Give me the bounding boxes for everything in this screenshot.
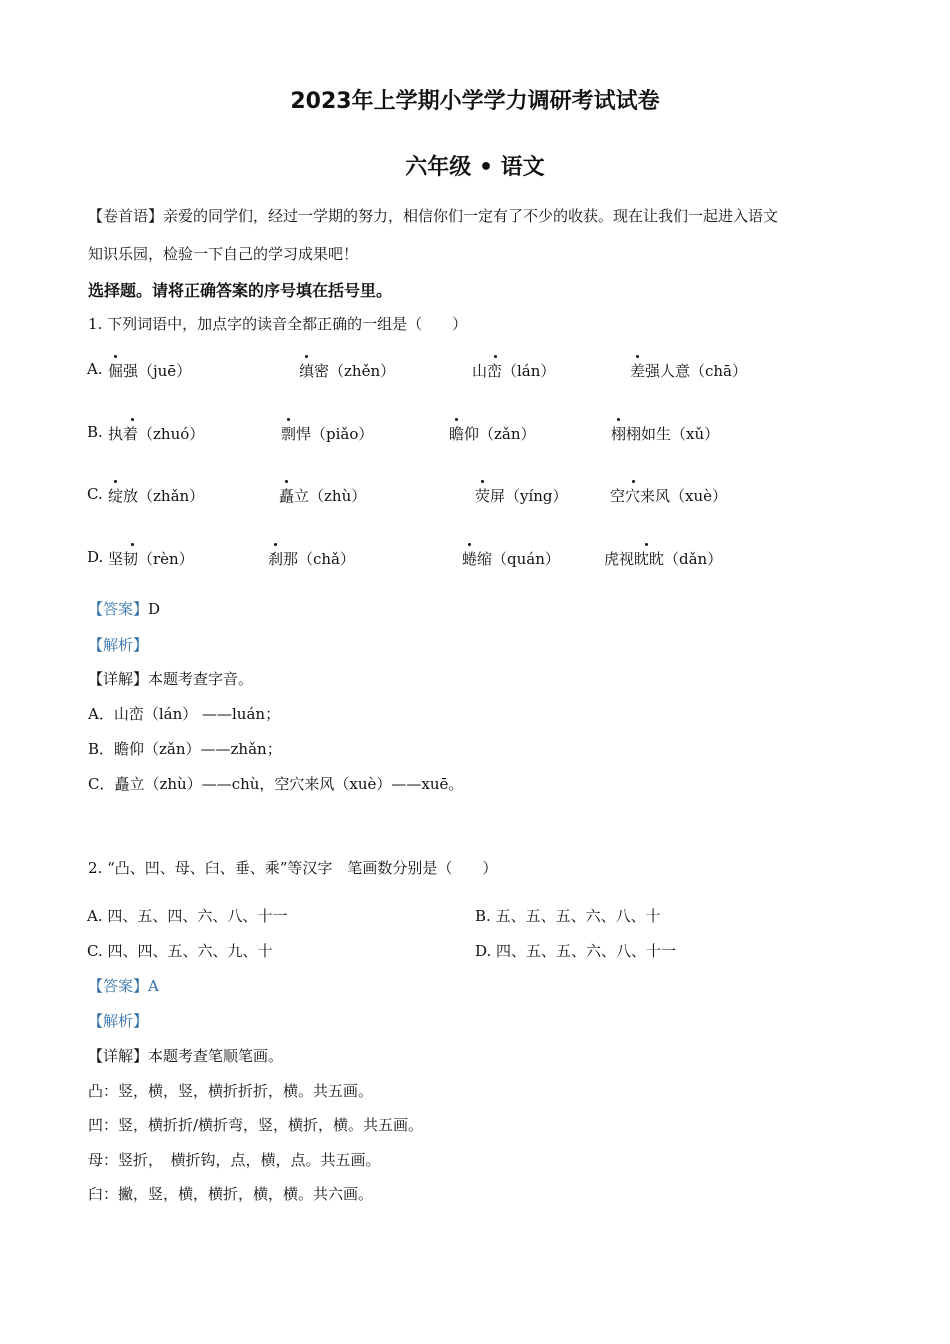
- q1-option-d-letter: D.: [87, 548, 104, 566]
- detail-text: 本题考查字音。: [148, 670, 254, 688]
- q1-detail-line-a: A．山峦（lán） ——luán；: [88, 705, 281, 723]
- q2-option-letter: C.: [87, 942, 103, 960]
- intro-text-1: 亲爱的同学们，经过一学期的努力，相信你们一定有了不少的收获。现在让我们一起进入语文: [163, 207, 779, 225]
- q1-option-b-item-4: 栩栩如生（xǔ）: [611, 425, 720, 443]
- emphasis-dot: [645, 543, 648, 546]
- q1-option-a-item-4: 差强人意（chā）: [630, 362, 748, 380]
- detail-tag: 【详解】: [88, 1047, 149, 1065]
- q1-option-c-item-3: 荧屏（yíng）: [475, 487, 568, 505]
- q1-option-a-item-3: 山峦（lán）: [472, 362, 556, 380]
- q2-option-text: 四、五、五、六、八、十一: [496, 942, 677, 960]
- answer-tag: 【答案】: [88, 600, 149, 618]
- q2-detail-line-2: 凹：竖，横折折/横折弯，竖，横折，横。共五画。: [88, 1116, 424, 1134]
- q1-option-b-item-1: 执着（zhuó）: [108, 425, 205, 443]
- q2-option-letter: A.: [87, 907, 103, 925]
- answer-value: D: [148, 600, 161, 618]
- emphasis-dot: [131, 543, 134, 546]
- q2-detail-line-4: 臼：撇，竖，横，横折，横，横。共六画。: [88, 1185, 374, 1203]
- q1-detail-line-b: B．瞻仰（zǎn）——zhǎn；: [88, 740, 282, 758]
- intro-line-2: 知识乐园，检验一下自己的学习成果吧！: [88, 245, 359, 263]
- emphasis-dot: [114, 355, 117, 358]
- q1-option-b-item-3: 瞻仰（zǎn）: [449, 425, 536, 443]
- q1-option-a-letter: A.: [87, 360, 103, 378]
- q2-option-d: [475, 940, 676, 961]
- emphasis-dot: [636, 355, 639, 358]
- q1-answer: [88, 598, 160, 619]
- intro-line-1: [88, 205, 778, 226]
- q1-option-d-item-4: 虎视眈眈（dǎn）: [604, 550, 723, 568]
- section-heading: 选择题。请将正确答案的序号填在括号里。: [88, 281, 393, 300]
- q2-option-text: 五、五、五、六、八、十: [495, 907, 661, 925]
- q1-option-a-item-1: 倔强（juē）: [108, 362, 192, 380]
- q2-detail-line-1: 凸：竖，横，竖，横折折折，横。共五画。: [88, 1082, 374, 1100]
- q2-detail: [88, 1045, 283, 1066]
- q2-option-letter: D.: [475, 942, 492, 960]
- emphasis-dot: [274, 543, 277, 546]
- q2-answer: [88, 975, 159, 996]
- emphasis-dot: [632, 480, 635, 483]
- q2-option-text: 四、四、五、六、九、十: [107, 942, 273, 960]
- emphasis-dot: [131, 418, 134, 421]
- q1-option-a-item-2: 缜密（zhěn）: [299, 362, 396, 380]
- intro-tag: 【卷首语】: [88, 207, 164, 225]
- emphasis-dot: [305, 355, 308, 358]
- q2-option-c: [87, 940, 273, 961]
- q1-analysis-tag: 【解析】: [88, 636, 149, 654]
- q1-detail-line-c: C．矗立（zhù）——chù，空穴来风（xuè）——xuē。: [88, 775, 464, 793]
- q1-option-d-item-2: 刹那（chǎ）: [268, 550, 356, 568]
- q2-stem: 2. “凸、凹、母、臼、垂、乘”等汉字 笔画数分别是（ ）: [88, 859, 498, 877]
- detail-tag: 【详解】: [88, 670, 149, 688]
- q1-stem: 1. 下列词语中，加点字的读音全都正确的一组是（ ）: [88, 315, 468, 333]
- q2-detail-line-3: 母：竖折， 横折钩，点，横，点。共五画。: [88, 1151, 381, 1169]
- page-title: 2023年上学期小学学力调研考试试卷: [290, 89, 660, 114]
- q1-option-c-letter: C.: [87, 485, 103, 503]
- q2-option-b: [475, 905, 661, 926]
- q1-option-c-item-4: 空穴来风（xuè）: [610, 487, 727, 505]
- emphasis-dot: [287, 418, 290, 421]
- q2-option-letter: B.: [475, 907, 491, 925]
- emphasis-dot: [114, 480, 117, 483]
- q1-option-d-item-1: 坚韧（rèn）: [108, 550, 194, 568]
- emphasis-dot: [617, 418, 620, 421]
- emphasis-dot: [481, 480, 484, 483]
- emphasis-dot: [494, 355, 497, 358]
- answer-value: A: [148, 977, 159, 995]
- detail-text: 本题考查笔顺笔画。: [148, 1047, 284, 1065]
- q2-analysis-tag: 【解析】: [88, 1012, 149, 1030]
- q1-option-c-item-1: 绽放（zhǎn）: [108, 487, 205, 505]
- emphasis-dot: [285, 480, 288, 483]
- q1-option-b-item-2: 剽悍（piǎo）: [281, 425, 374, 443]
- q2-option-text: 四、五、四、六、八、十一: [107, 907, 288, 925]
- q1-option-b-letter: B.: [87, 423, 103, 441]
- page-subtitle: 六年级 • 语文: [405, 155, 545, 180]
- q1-option-c-item-2: 矗立（zhù）: [279, 487, 367, 505]
- answer-tag: 【答案】: [88, 977, 149, 995]
- q1-detail: [88, 668, 253, 689]
- emphasis-dot: [468, 543, 471, 546]
- q2-option-a: [87, 905, 287, 926]
- emphasis-dot: [455, 418, 458, 421]
- q1-option-d-item-3: 蜷缩（quán）: [462, 550, 560, 568]
